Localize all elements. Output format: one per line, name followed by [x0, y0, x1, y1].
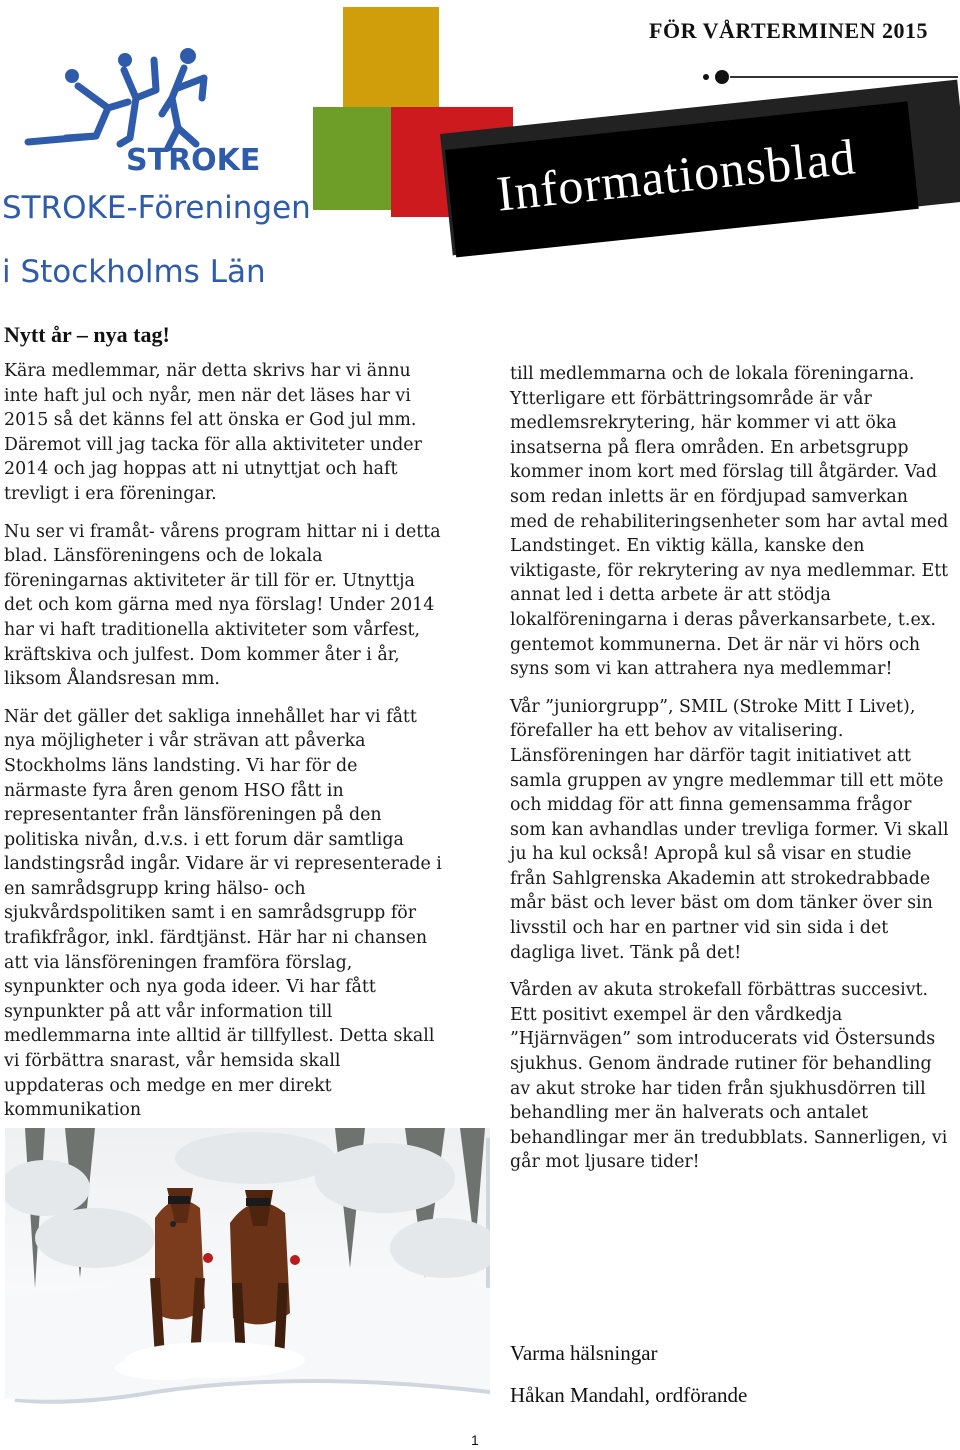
paragraph: När det gäller det sakliga innehållet har vi fått nya möjligheter i vår strävan att påverka Stockholms läns landsting. Vi har för de närmaste fyra åren genom HSO fått in representanter från länsföreningen på den politiska nivån, d.v.s. i ett forum där samtliga landstingsråd ingår. Vidare är vi representerade i en samrådsgrupp kring hälso- och sjukvårdspolitiken samt i en samrådsgrupp för trafikfrågor, inkl. färdtjänst. Här har ni chansen att via länsföreningen framföra förslag, synpunkter och nya goda ideer. Vi har fått synpunkter på att vår information till medlemmarna inte alltid är tillfyllest. Detta skall vi förbättra snarast, vår hemsida skall uppdateras och medge en mer direkt kommunikation — [4, 706, 442, 1121]
banner-title: Informationsblad — [494, 128, 859, 222]
org-name-line2: i Stockholms Län — [2, 254, 266, 290]
page-number: 1 — [471, 1432, 479, 1448]
article-column-right — [510, 362, 950, 1188]
winter-horses-photo — [5, 1128, 490, 1405]
paragraph: Kära medlemmar, när detta skrivs har vi ännu inte haft jul och nyår, men när det läses har vi 2015 så det känns fel att önska er God jul mm. Däremot vill jag tacka för alla aktiviteter under 2014 och jag hoppas att ni utnyttjat och haft trevligt i era föreningar. — [4, 361, 422, 504]
decorative-square-gold — [343, 7, 439, 121]
term-label: FÖR VÅRTERMINEN 2015 — [649, 18, 928, 43]
decorative-square-green — [313, 107, 397, 210]
paragraph: Nu ser vi framåt- vårens program hittar ni i detta blad. Länsföreningens och de lokala föreningarnas aktiviteter är till för er. Utnyttja det och kom gärna med nya förslag! Under 2014 har vi haft traditionella aktiviteter som vårfest, kräftskiva och julfest. Dom kommer åter i år, liksom Ålandsresan mm. — [4, 521, 441, 690]
paragraph: Vår ”juniorgrupp”, SMIL (Stroke Mitt I Livet), förefaller ha ett behov av vitalisering. Länsföreningen har därför tagit initiativet att samla gruppen av yngre medlemmar till ett möte och middag för att finna gemensamma frågor som kan avhandlas under trevliga former. Vi skall ju ha kul också! Apropå kul så visar en studie från Sahlgrenska Akademin att strokedrabbade mår bäst och lever bäst om dom tänker över sin livsstil och har en partner vid sin sida i det dagliga livet. Tänk på det! — [510, 696, 949, 963]
signature: Håkan Mandahl, ordförande — [510, 1383, 748, 1407]
signoff — [510, 1332, 747, 1416]
article-column-left — [4, 359, 444, 1136]
greeting: Varma hälsningar — [510, 1341, 658, 1365]
decorative-rule — [730, 76, 958, 78]
stroke-logo — [8, 38, 273, 178]
decorative-dot — [715, 70, 729, 84]
paragraph: till medlemmarna och de lokala föreningarna. Ytterligare ett förbättringsområde är vår medlemsrekrytering, här kommer vi att öka insatserna på flera områden. En arbetsgrupp kommer inom kort med förslag till åtgärder. Vad som redan inletts är en fördjupad samverkan med de rehabiliteringsenheter som har avtal med Landstinget. En viktig källa, kanske den viktigaste, för rekrytering av nya medlemmar. Ett annat led i detta arbete är att stödja lokalföreningarna i deras påverkansarbete, t.ex. gentemot kommunerna. Det är när vi hörs och syns som vi kan attrahera nya medlemmar! — [510, 364, 949, 680]
paragraph: Vården av akuta strokefall förbättras succesivt. Ett positivt exempel är den vårdkedja ”Hjärnvägen” som introducerats vid Östersunds sjukhus. Genom ändrade rutiner för behandling av akut stroke har tiden från sjukhusdörren till behandling mer än halverats och antalet behandlingar mer än tredubblats. Sannerligen, vi går mot ljusare tider! — [510, 980, 948, 1173]
decorative-dot — [703, 74, 709, 80]
logo-wordmark: STROKE — [126, 143, 261, 178]
article-heading: Nytt år – nya tag! — [4, 322, 170, 347]
org-name-line1: STROKE-Föreningen — [2, 190, 311, 226]
